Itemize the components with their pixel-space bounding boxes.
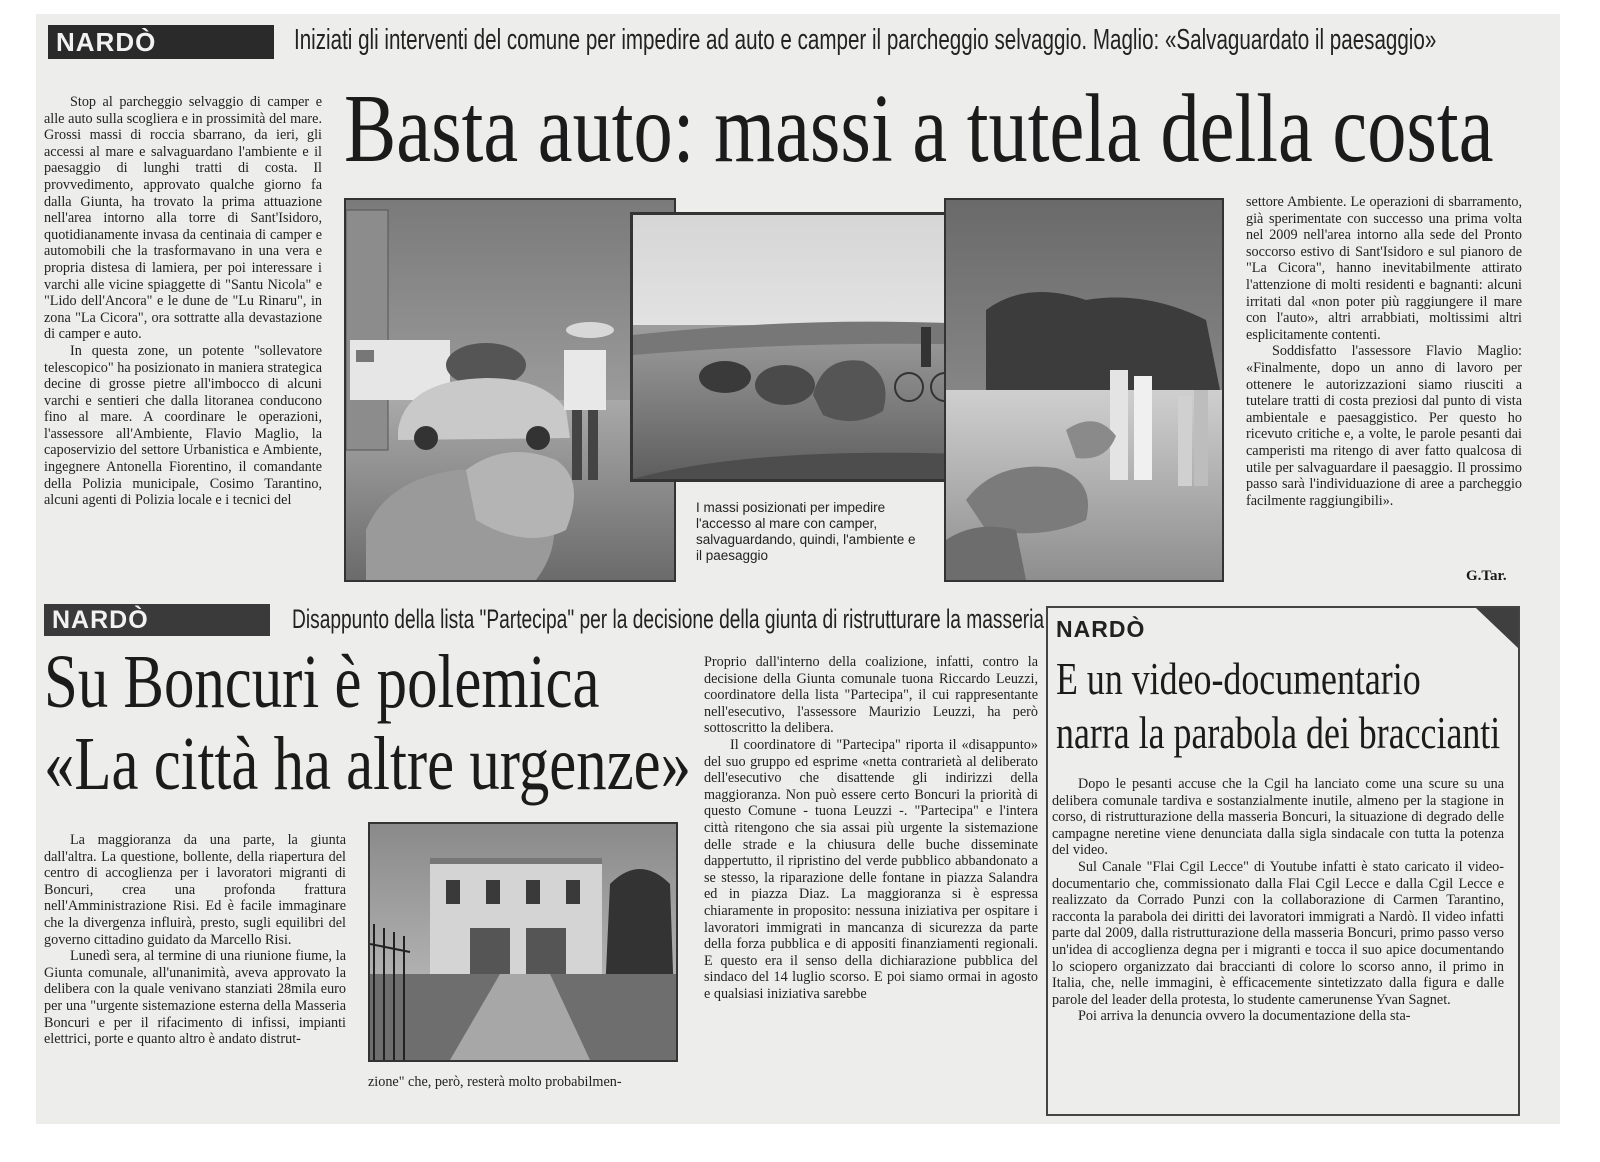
right-headline-line-2: narra la parabola dei braccianti <box>1056 707 1501 758</box>
paragraph: Proprio dall'interno della coalizione, infatti, contro la decisione della Giunta comunale tuona Riccardo Leuzzi, coordinatore della lista "Partecipa", il cui rappresentante nell'esecutivo, l'assessore Maurizio Leuzzi, ha però sottoscritto la delibera. <box>704 654 1038 737</box>
paragraph: settore Ambiente. Le operazioni di sbarramento, già sperimentate con successo una prima volta nel 2009 nell'area intorno alla sede del Pronto soccorso estivo di Sant'Isidoro e sul pianoro de "La Cicora", hanno inevitabilmente attirato l'attenzione di molti residenti e bagnanti: alcuni irritati dal «non poter più raggiungere il mare con l'auto», altri arrabbiati, moltissimi altri esplicitamente contenti. <box>1246 194 1522 343</box>
paragraph: Stop al parcheggio selvaggio di camper e alle auto sulla scogliera e in prossimità del mare. Grossi massi di roccia sbarrano, da ieri, gli accessi al mare e salvaguardano l'ambiente e il paesaggio di lunghi tratti di costa. Il provvedimento, approvato qualche giorno fa dalla Giunta, ha trovato la prima attuazione nell'area intorno alla torre di Sant'Isidoro, quotidianamente invasa da centinaia di camper e automobili che la trasformavano in una vera e propria distesa di lamiera, per poi interessare i varchi alle vicine spiaggette di "Santu Nicola" e "Lido dell'Ancora" e le dune de "Lu Rinaru", in zona "La Cicora", ora sottratte alla devastazione di camper e auto. <box>44 94 322 343</box>
photo-people-rocks-image <box>946 200 1222 580</box>
paragraph: Poi arriva la denuncia ovvero la documentazione della sta- <box>1078 1008 1411 1025</box>
paragraph: Dopo le pesanti accuse che la Cgil ha lanciato come una scure su una delibera comunale tardiva e sostanzialmente inutile, almeno per la stagione in corso, di ristrutturazione della masseria Boncuri, la situazione di degrado delle campagne neretine viene denunciata dalla sigla sindacale con tutta la potenza del video. <box>1052 776 1504 859</box>
paragraph: Il coordinatore di "Partecipa" riporta il «disappunto» del suo gruppo ed esprime «netta contrarietà al deliberato dell'esecutivo che disattende gli indirizzi della maggioranza. Non può essere certo Boncuri la priorità di questo Comune - tuona Leuzzi -. "Partecipa" e l'intera città ritengono che sia assai più urgente la sistemazione delle strade e la chiusura delle buche disseminate dappertutto, il ripristino del verde pubblico abbandonato a se stesso, la riparazione delle fontane in piazza Salandra ed in piazza Diaz. La maggioranza si è espressa chiaramente in proposito: nessuna iniziativa per ospitare i lavoratori immigrati in mancanza di sicurezza da parte della forza pubblica e di appositi finanziamenti regionali. E questo era il senso della dichiarazione pubblica del sindaco del 14 luglio scorso. E poi siamo ormai in agosto e qualsiasi iniziativa sarebbe <box>704 736 1038 1002</box>
right-article-body <box>1052 776 1504 1106</box>
section-badge-left <box>44 604 270 636</box>
left-kicker: Disappunto della lista "Partecipa" per la decisione della giunta di ristrutturare la masseria <box>292 604 1045 634</box>
newspaper-page <box>36 14 1560 1124</box>
badge-text: NARDÒ <box>56 26 157 57</box>
badge-text: NARDÒ <box>1056 615 1146 642</box>
left-headline-line-1: Su Boncuri è polemica <box>44 640 600 724</box>
section-badge-right <box>1056 614 1156 644</box>
photo-people-rocks <box>944 198 1224 582</box>
photo-boulders-road-image <box>633 215 991 479</box>
paragraph: Soddisfatto l'assessore Flavio Maglio: «Finalmente, dopo un anno di lavoro per ottenere le autorizzazioni siamo riusciti a tutelare tratti di costa preziosi dal punto di vista ambientale e paesaggistico. Per questo ho ricevuto critiche e, a volte, le parole pesanti dai camperisti ma ritengo di aver fatto qualcosa di utile per salvaguardare il paesaggio. Il prossimo passo sarà l'individuazione di aree a parcheggio facilmente raggiungibili». <box>1246 343 1522 509</box>
photo-masseria-image <box>370 824 676 1060</box>
left-column-1-tail: zione" che, però, resterà molto probabilmen- <box>368 1074 622 1090</box>
box-corner-triangle <box>1476 608 1518 648</box>
section-badge-top <box>48 25 274 59</box>
paragraph: La maggioranza da una parte, la giunta dall'altra. La questione, bollente, della riapertura del centro di accoglienza per i lavoratori migranti di Boncuri, crea una profonda frattura nell'Amministrazione Risi. Ed è facile immaginare che la divergenza influirà, presto, sugli equilibri del governo cittadino guidato da Marcello Risi. <box>44 832 346 948</box>
top-column-1 <box>44 94 322 594</box>
photo-tower-parking-image <box>346 200 674 580</box>
photo-tower-parking <box>344 198 676 582</box>
author-signature: G.Tar. <box>1466 568 1507 584</box>
paragraph: In questa zone, un potente "sollevatore telescopico" ha posizionato in maniera strategica decine di grosse pietre all'imbocco di alcuni varchi e sentieri che dalla litoranea conducono fino al mare. A coordinare le operazioni, l'assessore all'Ambiente, Flavio Maglio, la caposervizio del settore Urbanistica e Ambiente, ingegnere Antonella Fiorentino, il comandante della Polizia municipale, Cosimo Tarantino, alcuni agenti di Polizia locale e i tecnici del <box>44 342 322 509</box>
badge-text: NARDÒ <box>52 605 149 634</box>
photo-masseria <box>368 822 678 1062</box>
right-headline-line-1: E un video-documentario <box>1056 653 1421 704</box>
top-headline: Basta auto: massi a tutela della costa <box>344 75 1494 183</box>
top-kicker: Iniziati gli interventi del comune per impedire ad auto e camper il parcheggio selvaggio. Maglio: «Salvaguardato il paesaggio» <box>294 24 1437 56</box>
photo-caption: I massi posizionati per impedire l'accesso al mare con camper, salvaguardando, quindi, l'ambiente e il paesaggio <box>696 500 916 563</box>
left-column-1 <box>44 832 346 1094</box>
top-column-2 <box>1246 194 1522 574</box>
left-column-2 <box>704 654 1038 1094</box>
paragraph: Sul Canale "Flai Cgil Lecce" di Youtube infatti è stato caricato il video-documentario che, commissionato dalla Flai Cgil Lecce e dalla Cgil Lecce e realizzato da Corrado Punzi con la collaborazione di Carmen Tarantino, racconta la parabola dei diritti dei lavoratori immigrati a Nardò. Il video infatti parte dal 2009, dalla ristrutturazione della masseria Boncuri, primo passo verso un'idea di accoglienza degna per i migranti e tocca il suo apice documentando lo sciopero organizzato dai braccianti di colore lo scorso anno, il primo in Italia, che, nelle immagini, è efficacemente sintetizzato dalla figura e dalle parole del leader della protesta, lo studente camerunense Yvan Sagnet. <box>1052 858 1504 1008</box>
paragraph: Lunedì sera, al termine di una riunione fiume, la Giunta comunale, all'unanimità, aveva approvato la delibera con la quale venivano stanziati 28mila euro per una "urgente sistemazione esterna della Masseria Boncuri e per il rifacimento di infissi, impianti elettrici, porte e quanto altro è andato distrut- <box>44 948 346 1048</box>
left-headline-line-2: «La città ha altre urgenze» <box>44 722 692 806</box>
photo-boulders-road <box>630 212 994 482</box>
